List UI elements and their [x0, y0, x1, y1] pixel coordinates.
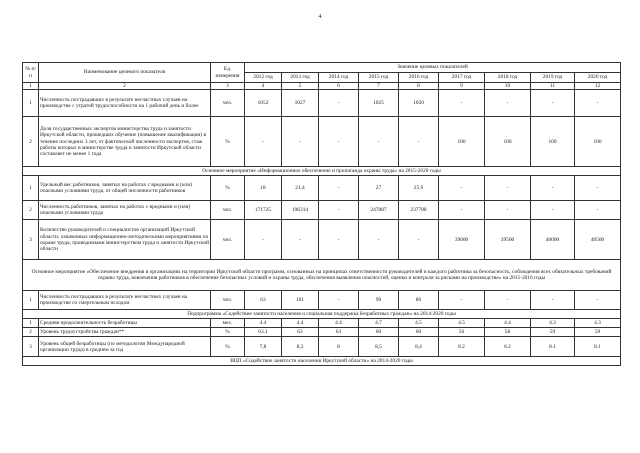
value-cell: 1027: [282, 90, 319, 117]
column-index: 6: [319, 83, 359, 90]
value-cell: 247887: [359, 201, 399, 220]
header-year: 2016 год: [399, 73, 439, 83]
value-cell: 8,5: [359, 337, 399, 357]
header-year: 2012 год: [245, 73, 282, 83]
header-values: Значение целевых показателей: [245, 63, 621, 73]
table-row: [23, 201, 621, 220]
value-cell: 1052: [245, 90, 282, 117]
section-heading: Основное мероприятие «Информационное обеспечение и пропаганда охраны труда» на 2015-2020 годы: [23, 167, 621, 176]
value-cell: 4.4: [245, 319, 282, 328]
value-cell: 63.1: [245, 328, 282, 337]
value-cell: 237788: [399, 201, 439, 220]
column-index: 4: [245, 83, 282, 90]
value-cell: -: [439, 90, 485, 117]
value-cell: 100: [485, 117, 531, 167]
column-index: 3: [211, 83, 245, 90]
row-number: 1: [23, 291, 39, 310]
value-cell: -: [575, 90, 621, 117]
value-cell: -: [359, 220, 399, 260]
value-cell: 8.1: [531, 337, 575, 357]
unit-cell: %: [211, 337, 245, 357]
column-index: 9: [439, 83, 485, 90]
value-cell: -: [531, 90, 575, 117]
value-cell: 60: [399, 328, 439, 337]
value-cell: 60: [359, 328, 399, 337]
value-cell: -: [575, 201, 621, 220]
column-index: 11: [531, 83, 575, 90]
value-cell: 1025: [359, 90, 399, 117]
value-cell: 8.1: [575, 337, 621, 357]
value-cell: 63: [319, 328, 359, 337]
value-cell: -: [319, 291, 359, 310]
table-row: [23, 220, 621, 260]
unit-cell: %: [211, 328, 245, 337]
value-cell: -: [439, 176, 485, 201]
header-year: 2013 год: [282, 73, 319, 83]
table-row: [23, 319, 621, 328]
value-cell: -: [319, 201, 359, 220]
unit-cell: чел.: [211, 201, 245, 220]
value-cell: 21.4: [282, 176, 319, 201]
header-unit: Ед. измерения: [211, 63, 245, 83]
value-cell: 100: [439, 117, 485, 167]
value-cell: 59: [575, 328, 621, 337]
table-row: [23, 90, 621, 117]
row-number: 1: [23, 319, 39, 328]
value-cell: 4.5: [439, 319, 485, 328]
indicators-table: [22, 62, 621, 366]
value-cell: 8,3: [282, 337, 319, 357]
row-number: 1: [23, 90, 39, 117]
header-num: № п/п: [23, 63, 39, 83]
column-index: 10: [485, 83, 531, 90]
value-cell: 100: [531, 117, 575, 167]
section-heading: Основное мероприятие «Обеспечение внедрения в организациях на территории Иркутской области программ, основанных на принципах ответственности руководителей и каждого работника за безопасность, соблюдения всех обязательных требований охраны труда, вовлечения работников в обеспечение безопасных условий и охраны труда, обеспечения выявления опасностей, оценки и контроля за рисками на производстве» на 2015-2016 годы: [23, 260, 621, 291]
column-index: 2: [39, 83, 211, 90]
value-cell: -: [245, 117, 282, 167]
value-cell: 4.4: [282, 319, 319, 328]
unit-cell: %: [211, 117, 245, 167]
table-row: [23, 337, 621, 357]
value-cell: 25.9: [399, 176, 439, 201]
value-cell: -: [531, 201, 575, 220]
value-cell: 4.7: [359, 319, 399, 328]
value-cell: -: [319, 117, 359, 167]
value-cell: -: [575, 176, 621, 201]
header-year: 2019 год: [531, 73, 575, 83]
header-year: 2017 год: [439, 73, 485, 83]
value-cell: 80: [399, 291, 439, 310]
unit-cell: мес.: [211, 319, 245, 328]
value-cell: -: [485, 176, 531, 201]
value-cell: 171725: [245, 201, 282, 220]
unit-cell: чел.: [211, 220, 245, 260]
value-cell: 40000: [531, 220, 575, 260]
value-cell: 4.3: [575, 319, 621, 328]
row-number: 3: [23, 220, 39, 260]
value-cell: 39000: [439, 220, 485, 260]
page-number: 4: [318, 14, 322, 20]
value-cell: 8.2: [485, 337, 531, 357]
table-row: [23, 328, 621, 337]
value-cell: 7,8: [245, 337, 282, 357]
indicator-name: Численность пострадавших в результате несчастных случаев на производстве с утратой трудоспособности на 1 рабочий день и более: [39, 90, 211, 117]
indicator-name: Средняя продолжительность безработицы: [39, 319, 211, 328]
column-index-row: [23, 83, 621, 90]
row-number: 2: [23, 201, 39, 220]
header-name: Наименование целевого показателя: [39, 63, 211, 83]
section-heading: Подпрограмма «Содействие занятости населения и социальная поддержка безработных граждан» на 2014-2020 годы: [23, 310, 621, 319]
value-cell: 4.3: [531, 319, 575, 328]
unit-cell: чел.: [211, 90, 245, 117]
table-row: [23, 117, 621, 167]
row-number: 3: [23, 337, 39, 357]
value-cell: -: [319, 90, 359, 117]
value-cell: 27: [359, 176, 399, 201]
value-cell: -: [245, 220, 282, 260]
value-cell: -: [359, 117, 399, 167]
value-cell: 100: [575, 117, 621, 167]
value-cell: -: [575, 291, 621, 310]
row-number: 1: [23, 176, 39, 201]
value-cell: -: [531, 291, 575, 310]
value-cell: -: [319, 176, 359, 201]
column-index: 8: [399, 83, 439, 90]
value-cell: -: [439, 201, 485, 220]
indicator-name: Уровень общей безработицы (по методологии Международной организации труда) в среднем за год: [39, 337, 211, 357]
value-cell: -: [439, 291, 485, 310]
value-cell: 56: [439, 328, 485, 337]
value-cell: 40500: [575, 220, 621, 260]
value-cell: -: [399, 117, 439, 167]
indicator-name: Уровень трудоустройства граждан**: [39, 328, 211, 337]
value-cell: -: [399, 220, 439, 260]
value-cell: 8: [319, 337, 359, 357]
value-cell: 101: [282, 291, 319, 310]
value-cell: 4.4: [319, 319, 359, 328]
header-year: 2020 год: [575, 73, 621, 83]
value-cell: 18: [245, 176, 282, 201]
unit-cell: %: [211, 176, 245, 201]
header-year: 2015 год: [359, 73, 399, 83]
section-heading: ВЦП «Содействие занятости населения Иркутской области» на 2014-2020 годы: [23, 357, 621, 366]
row-number: 2: [23, 117, 39, 167]
column-index: 7: [359, 83, 399, 90]
column-index: 12: [575, 83, 621, 90]
value-cell: -: [531, 176, 575, 201]
indicator-name: Численность работников, занятых на работах с вредными и (или) опасными условиями труда: [39, 201, 211, 220]
value-cell: 90: [359, 291, 399, 310]
value-cell: 196314: [282, 201, 319, 220]
value-cell: 8,4: [399, 337, 439, 357]
value-cell: -: [485, 291, 531, 310]
value-cell: 63: [282, 328, 319, 337]
value-cell: 58: [485, 328, 531, 337]
indicator-name: Доля государственных экспертов министерства труда и занятости Иркутской области, прошедших обучение (повышение квалификации) в течение последних 3 лет, от фактической численности экспертов, стаж работы которых в министерстве труда и занятости Иркутской области составляет не менее 1 года: [39, 117, 211, 167]
value-cell: 8.2: [439, 337, 485, 357]
table-row: [23, 291, 621, 310]
value-cell: 63: [245, 291, 282, 310]
row-number: 2: [23, 328, 39, 337]
unit-cell: чел.: [211, 291, 245, 310]
value-cell: -: [485, 201, 531, 220]
indicator-name: Удельный вес работников, занятых на работах с вредными и (или) опасными условиями труда, от общей численности работников: [39, 176, 211, 201]
value-cell: 4.4: [485, 319, 531, 328]
indicator-name: Количество руководителей и специалистов организаций Иркутской области, охваченных информационно-методическими мероприятиями по охране труда, проводимыми министерством труда и занятости Иркутской области: [39, 220, 211, 260]
column-index: 5: [282, 83, 319, 90]
indicator-name: Численность пострадавших в результате несчастных случаев на производстве со смертельным исходом: [39, 291, 211, 310]
value-cell: -: [282, 220, 319, 260]
value-cell: 4.5: [399, 319, 439, 328]
header-year: 2018 год: [485, 73, 531, 83]
value-cell: 1020: [399, 90, 439, 117]
value-cell: -: [282, 117, 319, 167]
column-index: 1: [23, 83, 39, 90]
value-cell: 59: [531, 328, 575, 337]
table-row: [23, 176, 621, 201]
value-cell: -: [319, 220, 359, 260]
value-cell: 39500: [485, 220, 531, 260]
header-year: 2014 год: [319, 73, 359, 83]
value-cell: -: [485, 90, 531, 117]
